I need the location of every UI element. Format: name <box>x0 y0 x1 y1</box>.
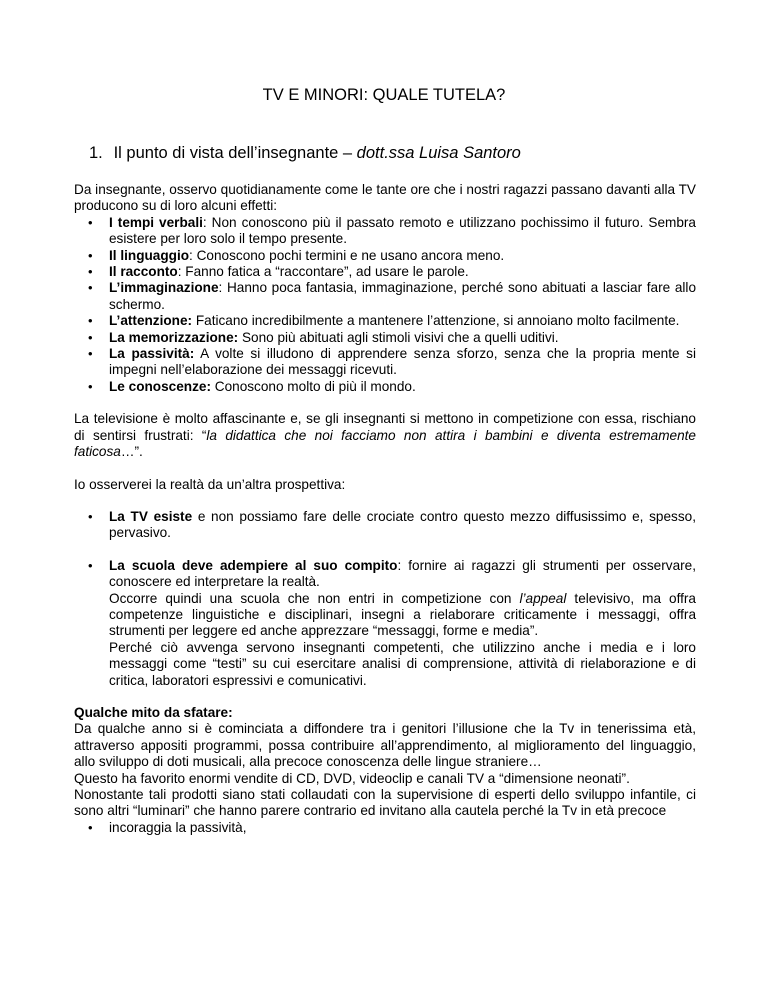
section-number: 1. <box>89 144 103 162</box>
document-body <box>74 182 696 836</box>
perspective-list <box>74 509 696 542</box>
television-paragraph: La televisione è molto affascinante e, se gli insegnanti si mettono in competizione con essa, rischiano di sentirsi frustrati: “la didattica che noi facciamo non attira i bambini e diventa estremamente faticosa…”. <box>74 411 696 460</box>
effect-item-verb-tenses: • I tempi verbali: Non conoscono più il passato remoto e utilizzano pochissimo il futuro. Sembra esistere per loro solo il tempo presente. <box>74 215 696 248</box>
effect-item-attention: • L’attenzione: Faticano incredibilmente a mantenere l’attenzione, si annoiano molto facilmente. <box>74 313 696 329</box>
myths-paragraph-3: Nonostante tali prodotti siano stati collaudati con la supervisione di esperti dello sviluppo infantile, ci sono altri “luminari” che hanno parere contrario ed invitano alla cautela perché la Tv in età precoce <box>74 787 696 819</box>
myths-list-item: • incoraggia la passività, <box>74 820 696 836</box>
effect-item-memorization: • La memorizzazione: Sono più abituati agli stimoli visivi che a quelli uditivi. <box>74 330 696 346</box>
myths-heading: Qualche mito da sfatare: <box>74 704 233 720</box>
section-heading-text: Il punto di vista dell’insegnante – <box>113 144 357 162</box>
effect-item-storytelling: • Il racconto: Fanno fatica a “raccontare”, ad usare le parole. <box>74 264 696 280</box>
section-heading <box>89 143 521 163</box>
intro-paragraph: Da insegnante, osservo quotidianamente come le tante ore che i nostri ragazzi passano davanti alla TV producono su di loro alcuni effetti: <box>74 182 696 214</box>
myths-list <box>74 820 696 836</box>
myths-paragraph-2: Questo ha favorito enormi vendite di CD, DVD, videoclip e canali TV a “dimensione neonati”. <box>74 770 630 786</box>
effect-item-language: • Il linguaggio: Conoscono pochi termini e ne usano ancora meno. <box>74 248 696 264</box>
myths-paragraph-1: Da qualche anno si è cominciata a diffondere tra i genitori l’illusione che la Tv in tenerissima età, attraverso appositi programmi, possa contribuire all’apprendimento, al miglioramento del linguaggio, allo sviluppo di doti musicali, alla precoce conoscenza delle lingue straniere… <box>74 721 696 770</box>
school-list <box>74 558 696 689</box>
effect-item-imagination: • L’immaginazione: Hanno poca fantasia, immaginazione, perché sono abituati a lasciar fare allo schermo. <box>74 280 696 313</box>
effects-list <box>74 215 696 395</box>
document-title: TV E MINORI: QUALE TUTELA? <box>262 86 506 104</box>
effect-item-passivity: • La passività: A volte si illudono di apprendere senza sforzo, senza che la propria mente si impegni nell’elaborazione dei messaggi ricevuti. <box>74 346 696 379</box>
perspective-paragraph: Io osserverei la realtà da un’altra prospettiva: <box>74 476 346 492</box>
point-tv-exists: • La TV esiste e non possiamo fare delle crociate contro questo mezzo diffusissimo e, spesso, pervasivo. <box>74 509 696 542</box>
point-school-task: • La scuola deve adempiere al suo compito: fornire ai ragazzi gli strumenti per osservare, conoscere ed interpretare la realtà. Occorre quindi una scuola che non entri in competizione con l’appeal televisivo, ma offra competenze linguistiche e disciplinari, insegni a rielaborare criticamente i messaggi, offra strumenti per leggere ed anche apprezzare “messaggi, forme e media”. Perché ciò avvenga servono insegnanti competenti, che utilizzino anche i media e i loro messaggi come “testi” su cui esercitare analisi di comprensione, attività di rielaborazione e di critica, laboratori espressivi e comunicativi. <box>74 558 696 689</box>
section-author: dott.ssa Luisa Santoro <box>356 144 521 162</box>
effect-item-knowledge: • Le conoscenze: Conoscono molto di più il mondo. <box>74 379 696 395</box>
